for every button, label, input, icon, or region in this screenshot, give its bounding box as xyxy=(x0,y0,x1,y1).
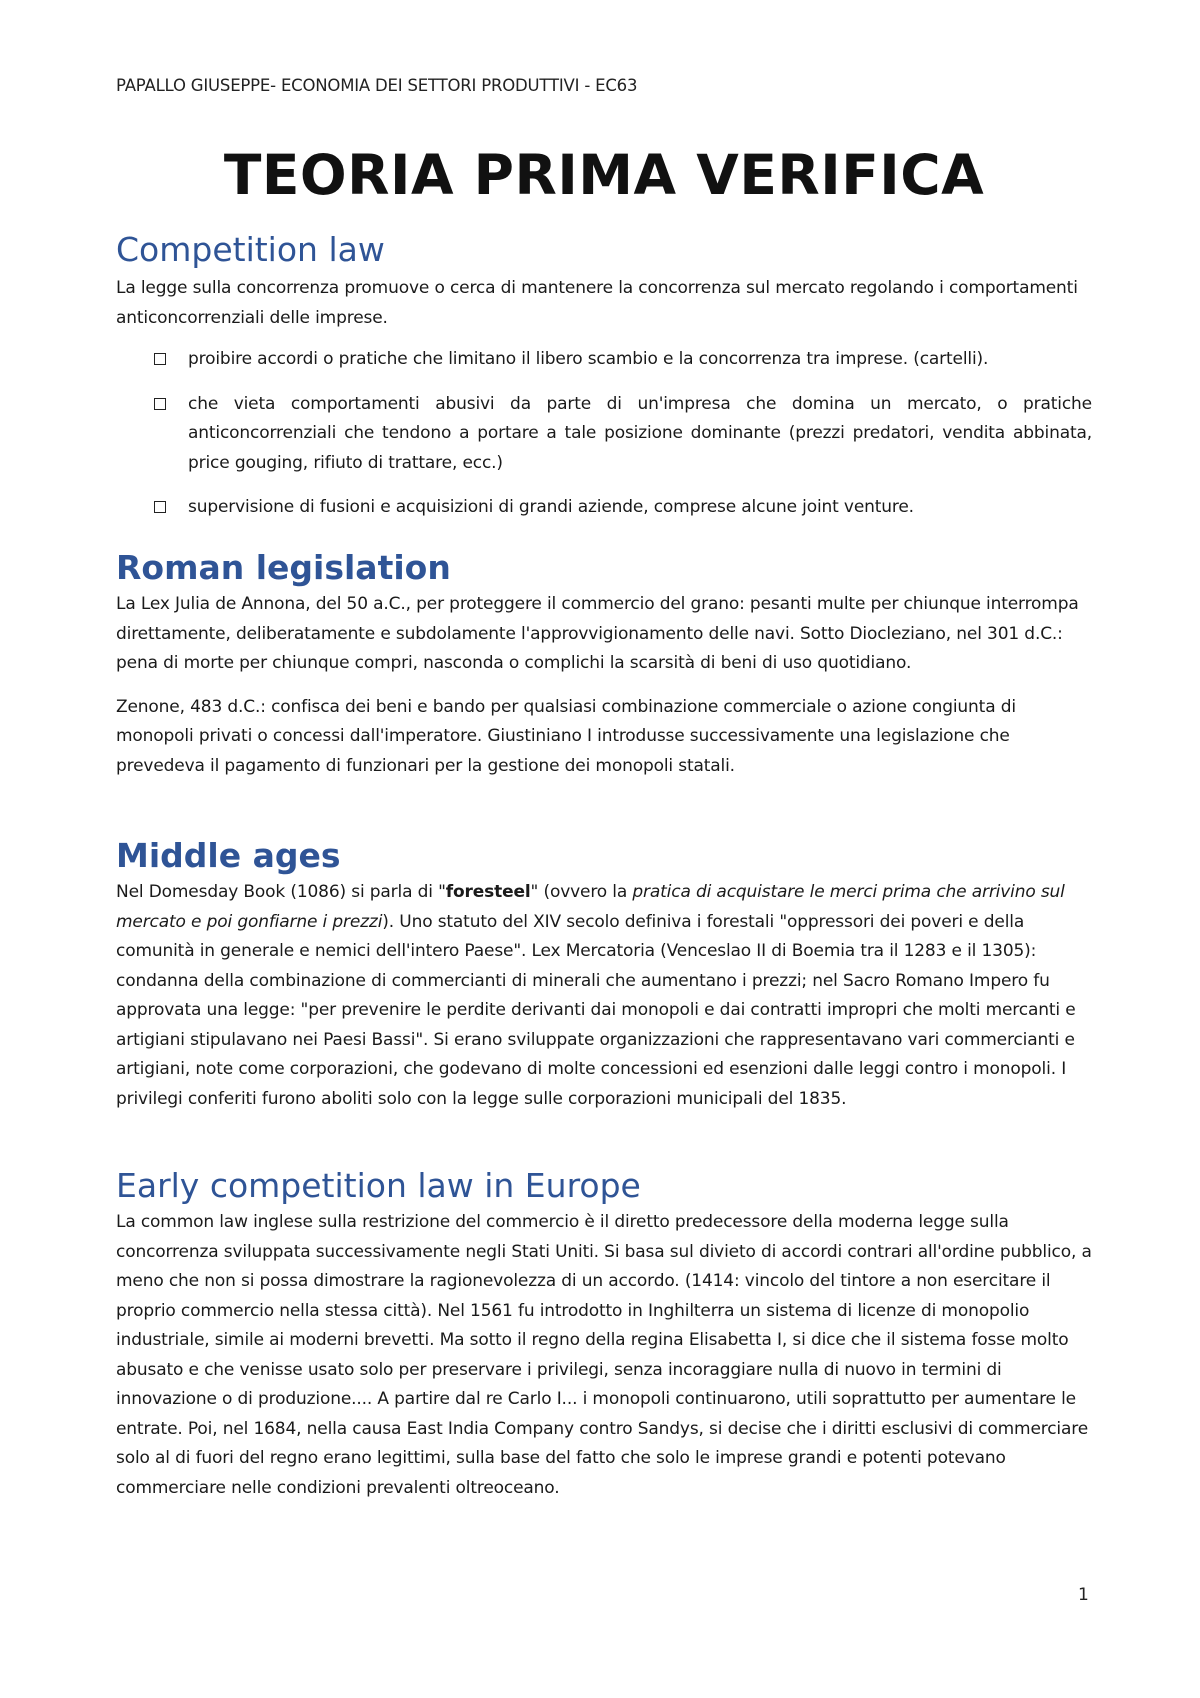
checkbox-bullet-icon xyxy=(154,353,166,365)
list-item: supervisione di fusioni e acquisizioni di grandi aziende, comprese alcune joint venture. xyxy=(116,493,1092,523)
foresteel-definition: pratica di acquistare le merci prima che arrivino sul mercato e poi gonfiarne i prezzi xyxy=(116,882,1065,932)
section-competition-law xyxy=(116,230,1092,538)
section-roman-legislation xyxy=(116,548,1092,781)
early-competition-paragraph: La common law inglese sulla restrizione del commercio è il diretto predecessore della moderna legge sulla concorrenza sviluppata successivamente negli Stati Uniti. Si basa sul divieto di accordi contrari all'ordine pubblico, a meno che non si possa dimostrare la ragionevolezza di un accordo. (1414: vincolo del tintore a non esercitare il proprio commercio nella stessa città). Nel 1561 fu introdotto in Inghilterra un sistema di licenze di monopolio industriale, simile ai moderni brevetti. Ma sotto il regno della regina Elisabetta I, si dice che il sistema fosse molto abusato e che venisse usato solo per preservare i privilegi, senza incoraggiare nulla di nuovo in termini di innovazione o di produzione.... A partire dal re Carlo I... i monopoli continuarono, utili soprattutto per aumentare le entrate. Poi, nel 1684, nella causa East India Company contro Sandys, si decise che i diritti esclusivi di commerciare solo al di fuori del regno erano legittimi, sulla base del fatto che solo le imprese grandi e potenti potevano commerciare nelle condizioni prevalenti oltreoceano. xyxy=(116,1212,1092,1498)
heading-early-competition-law: Early competition law in Europe xyxy=(116,1166,641,1205)
heading-roman-legislation: Roman legislation xyxy=(116,548,451,587)
checkbox-bullet-icon xyxy=(154,398,166,410)
section-middle-ages xyxy=(116,836,1092,1114)
competition-intro: La legge sulla concorrenza promuove o cerca di mantenere la concorrenza sul mercato regolando i comportamenti anticoncorrenziali delle imprese. xyxy=(116,278,1078,328)
document-title: TEORIA PRIMA VERIFICA xyxy=(223,143,985,207)
middle-ages-paragraph: Nel Domesday Book (1086) si parla di "foresteel" (ovvero la pratica di acquistare le merci prima che arrivino sul mercato e poi gonfiarne i prezzi). Uno statuto del XIV secolo definiva i forestali "oppressori dei poveri e della comunità in generale e nemici dell'intero Paese". Lex Mercatoria (Venceslao II di Boemia tra il 1283 e il 1305): condanna della combinazione di commercianti di minerali che aumentano i prezzi; nel Sacro Romano Impero fu approvata una legge: "per prevenire le perdite derivanti dai monopoli e dai contratti impropri che molti mercanti e artigiani stipulavano nei Paesi Bassi". Si erano sviluppate organizzazioni che rappresentavano vari commercianti e artigiani, note come corporazioni, che godevano di molte concessioni ed esenzioni dalle leggi contro i monopoli. I privilegi conferiti furono aboliti solo con la legge sulle corporazioni municipali del 1835. xyxy=(116,882,1076,1109)
roman-paragraph-1: La Lex Julia de Annona, del 50 a.C., per proteggere il commercio del grano: pesanti multe per chiunque interrompa direttamente, deliberatamente e subdolamente l'approvvigionamento delle navi. Sotto Diocleziano, nel 301 d.C.: pena di morte per chiunque compri, nasconda o complichi la scarsità di beni di uso quotidiano. xyxy=(116,594,1079,673)
list-item: che vieta comportamenti abusivi da parte di un'impresa che domina un mercato, o pratiche anticoncorrenziali che tendono a portare a tale posizione dominante (prezzi predatori, vendita abbinata, price gouging, rifiuto di trattare, ecc.) xyxy=(116,390,1092,479)
page-header: PAPALLO GIUSEPPE- ECONOMIA DEI SETTORI PRODUTTIVI - EC63 xyxy=(116,76,638,95)
heading-middle-ages: Middle ages xyxy=(116,836,341,875)
section-early-competition-law xyxy=(116,1166,1092,1503)
list-item: proibire accordi o pratiche che limitano il libero scambio e la concorrenza tra imprese. (cartelli). xyxy=(116,345,1092,375)
roman-paragraph-2: Zenone, 483 d.C.: confisca dei beni e bando per qualsiasi combinazione commerciale o azione congiunta di monopoli privati o concessi dall'imperatore. Giustiniano I introdusse successivamente una legislazione che prevedeva il pagamento di funzionari per la gestione dei monopoli statali. xyxy=(116,696,1016,776)
checkbox-bullet-icon xyxy=(154,501,166,513)
competition-bullet-list xyxy=(116,345,1092,523)
page-number: 1 xyxy=(1078,1585,1089,1605)
foresteel-term: foresteel xyxy=(445,882,531,902)
heading-competition-law: Competition law xyxy=(116,230,385,269)
